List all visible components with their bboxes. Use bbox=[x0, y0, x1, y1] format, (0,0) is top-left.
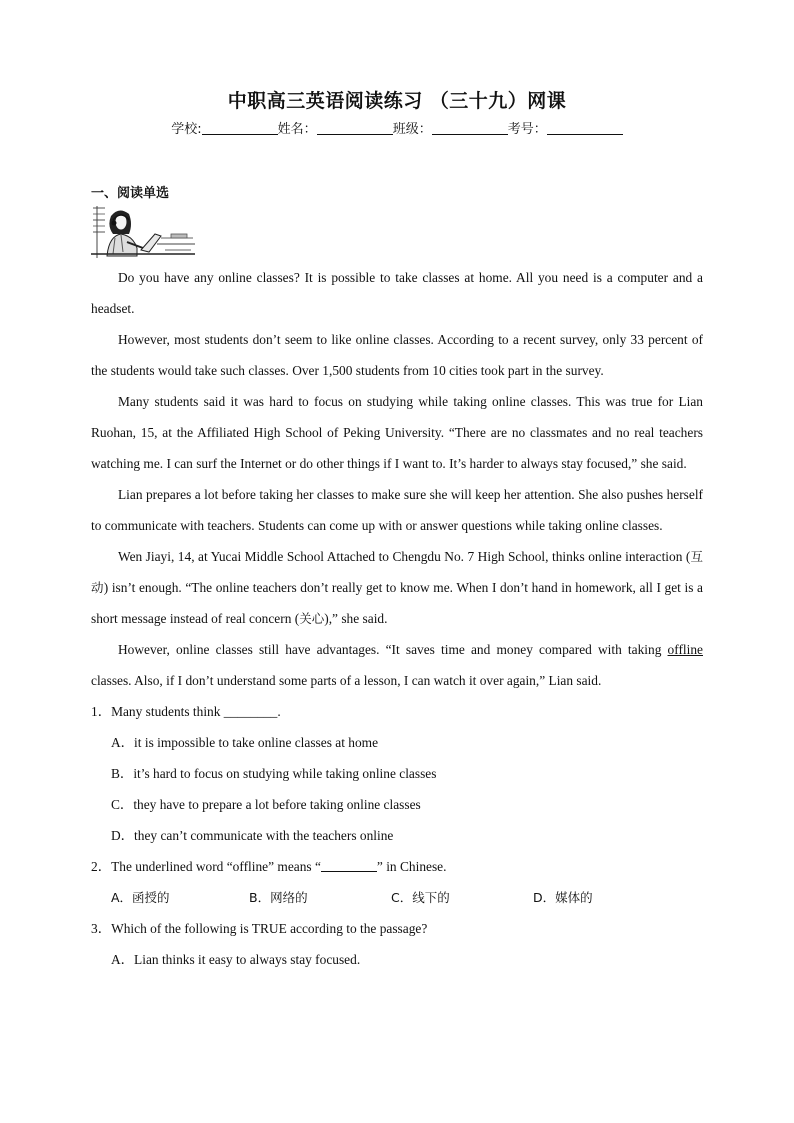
name-blank[interactable] bbox=[317, 121, 393, 135]
passage-paragraph-1: Do you have any online classes? It is possible to take classes at home. All you need is a computer and a headset. bbox=[91, 270, 703, 316]
reading-passage bbox=[91, 262, 703, 975]
question-2-option-d[interactable]: D．媒体的 bbox=[533, 890, 593, 905]
question-1-stem: 1．Many students think ________. bbox=[91, 704, 281, 719]
question-1-option-b[interactable]: B．it’s hard to focus on studying while taking online classes bbox=[111, 766, 437, 781]
underlined-word-offline: offline bbox=[667, 642, 703, 657]
exam-number-blank[interactable] bbox=[547, 121, 623, 135]
chinese-gloss-interaction: 互动 bbox=[91, 549, 703, 595]
student-at-computer-illustration bbox=[91, 204, 195, 261]
exam-number-label: 考号： bbox=[507, 122, 547, 137]
question-1-option-c[interactable]: C．they have to prepare a lot before taking online classes bbox=[111, 797, 421, 812]
chinese-gloss-concern: 关心 bbox=[299, 611, 325, 626]
page-title: 中职高三英语阅读练习 （三十九）网课 bbox=[227, 90, 567, 112]
question-2-option-c[interactable]: C．线下的 bbox=[391, 890, 450, 905]
section-heading: 一、阅读单选 bbox=[91, 186, 170, 201]
school-blank[interactable] bbox=[202, 121, 278, 135]
question-1-option-a[interactable]: A．it is impossible to take online classes at home bbox=[111, 735, 379, 750]
question-2-option-b[interactable]: B．网络的 bbox=[249, 890, 308, 905]
class-label: 班级： bbox=[392, 122, 432, 137]
school-label: 学校: bbox=[171, 122, 202, 137]
student-info-line bbox=[0, 118, 794, 137]
question-3-option-a[interactable]: A．Lian thinks it easy to always stay focused. bbox=[111, 952, 361, 967]
class-blank[interactable] bbox=[432, 121, 508, 135]
question-1-option-d[interactable]: D．they can’t communicate with the teachers online bbox=[111, 828, 394, 843]
question-2-options bbox=[91, 882, 703, 913]
passage-paragraph-4: Lian prepares a lot before taking her classes to make sure she will keep her attention. She also pushes herself to communicate with teachers. Students can come up with or answer questions while taking online classes. bbox=[91, 487, 703, 533]
passage-paragraph-2: However, most students don’t seem to like online classes. According to a recent survey, only 33 percent of the students would take such classes. Over 1,500 students from 10 cities took part in the survey. bbox=[91, 332, 703, 378]
passage-paragraph-3: Many students said it was hard to focus on studying while taking online classes. This was true for Lian Ruohan, 15, at the Affiliated High School of Peking University. “There are no classmates and no real teachers watching me. I can surf the Internet or do other things if I want to. It’s harder to always stay focused,” she said. bbox=[91, 394, 703, 471]
question-3-stem: 3．Which of the following is TRUE according to the passage? bbox=[91, 921, 428, 936]
passage-paragraph-5: Wen Jiayi, 14, at Yucai Middle School Attached to Chengdu No. 7 High School, thinks online interaction (互动) isn’t enough. “The online teachers don’t really get to know me. When I don’t hand in homework, all I get is a short message instead of real concern (关心),” she said. bbox=[91, 549, 703, 626]
passage-paragraph-6: However, online classes still have advantages. “It saves time and money compared with taking offline classes. Also, if I don’t understand some parts of a lesson, I can watch it over again,” Lian said. bbox=[91, 642, 703, 688]
name-label: 姓名： bbox=[277, 122, 317, 137]
question-2-stem: 2．The underlined word “offline” means “ ” in Chinese. bbox=[91, 859, 447, 874]
question-2-blank bbox=[321, 859, 377, 872]
question-2-option-a[interactable]: A．函授的 bbox=[111, 890, 170, 905]
